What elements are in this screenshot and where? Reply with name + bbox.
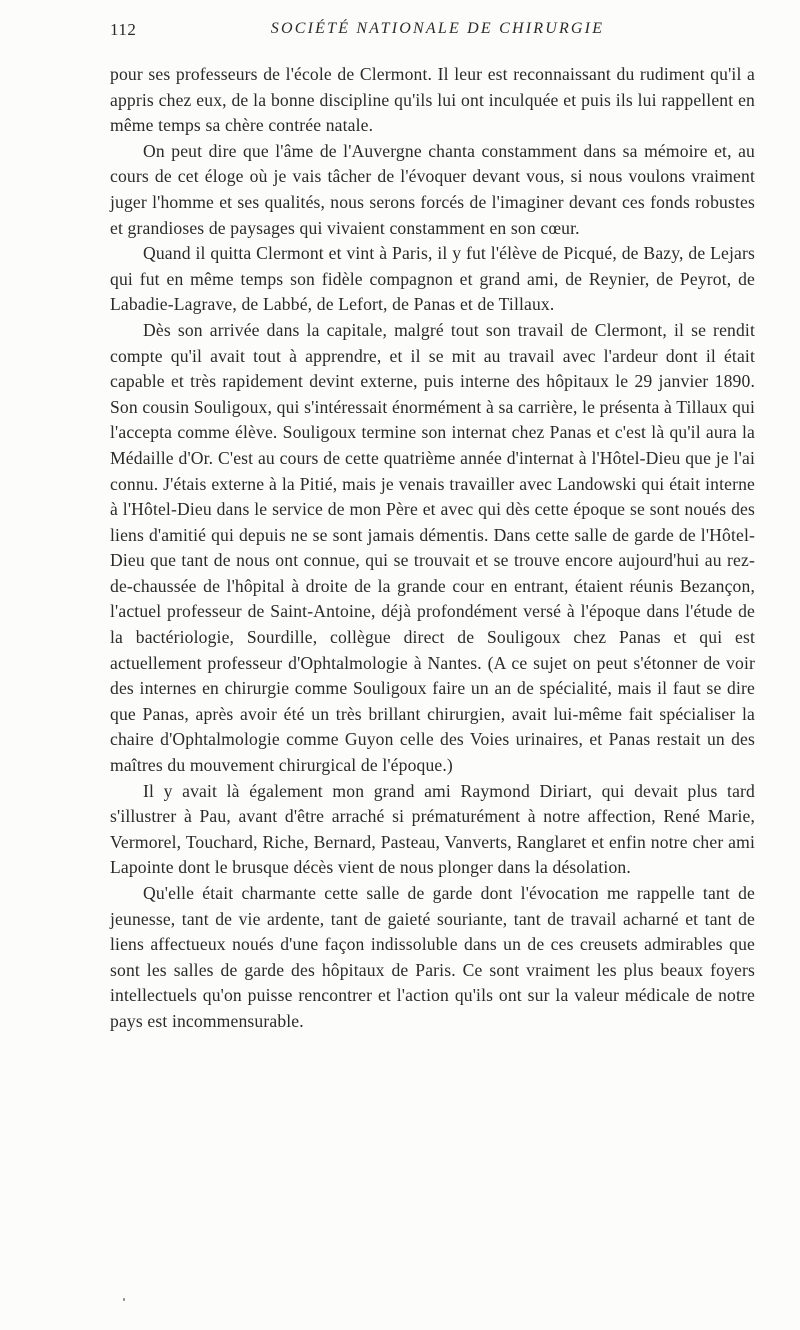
paragraph-1: pour ses professeurs de l'école de Clermont. Il leur est reconnaissant du rudiment qu'il a appris chez eux, de la bonne discipline qu'ils lui ont inculquée et puis ils lui rappellent en même temps sa chère contrée natale. <box>110 64 755 136</box>
running-head-title: SOCIÉTÉ NATIONALE DE CHIRURGIE <box>270 20 605 37</box>
paragraph-5: Il y avait là également mon grand ami Raymond Diriart, qui devait plus tard s'illustrer à Pau, avant d'être arraché si prématurément à notre affection, René Marie, Vermorel, Touchard, Riche, Bernard, Pasteau, Vanverts, Ranglaret et enfin notre cher ami Lapointe dont le brusque décès vient de nous plonger dans la désolation. <box>110 780 755 878</box>
paragraph-2: On peut dire que l'âme de l'Auvergne chanta constamment dans sa mémoire et, au cours de cet éloge où je vais tâcher de l'évoquer devant vous, si nous voulons vraiment juger l'homme et ses qualités, nous serons forcés de l'imaginer devant ces fonds robustes et grandioses de paysages qui vivaient constamment en son cœur. <box>110 140 755 238</box>
body-text <box>110 62 755 1035</box>
running-head <box>110 20 765 46</box>
paragraph-4: Dès son arrivée dans la capitale, malgré tout son travail de Clermont, il se rendit compte qu'il avait tout à apprendre, et il se mit au travail avec l'ardeur dont il était capable et très rapidement devint externe, puis interne des hôpitaux le 29 janvier 1890. Son cousin Souligoux, qui s'intéressait énormément à sa carrière, le présenta à Tillaux qui l'accepta comme élève. Souligoux termine son internat chez Panas et c'est là qu'il aura la Médaille d'Or. C'est au cours de cette quatrième année d'internat à l'Hôtel-Dieu que je l'ai connu. J'étais externe à la Pitié, mais je venais travailler avec Landowski qui était interne à l'Hôtel-Dieu dans le service de mon Père et avec qui dès cette époque se sont noués des liens d'amitié qui depuis ne se sont jamais démentis. Dans cette salle de garde de l'Hôtel-Dieu que tant de nous ont connue, qui se trouvait et se trouve encore aujourd'hui au rez-de-chaussée de l'hôpital à droite de la grande cour en entrant, étaient réunis Bezançon, l'actuel professeur de Saint-Antoine, déjà profondément versé à l'époque dans l'étude de la bactériologie, Sourdille, collègue direct de Souligoux chez Panas et qui est actuellement professeur d'Ophtalmologie à Nantes. (A ce sujet on peut s'étonner de voir des internes en chirurgie comme Souligoux faire un an de spécialité, mais il faut se dire que Panas, après avoir été un très brillant chirurgien, avait lui-même fait spécialiser la chaire d'Ophtalmologie comme Guyon celle des Voies urinaires, et Panas restait un des maîtres du mouvement chirurgical de l'époque.) <box>110 319 755 776</box>
page-number: 112 <box>110 20 137 39</box>
paragraph-3: Quand il quitta Clermont et vint à Paris, il y fut l'élève de Picqué, de Bazy, de Lejars qui fut en même temps son fidèle compagnon et grand ami, de Reynier, de Peyrot, de Labadie-Lagrave, de Labbé, de Lefort, de Panas et de Tillaux. <box>110 243 755 315</box>
paragraph-6: Qu'elle était charmante cette salle de garde dont l'évocation me rappelle tant de jeunesse, tant de vie ardente, tant de gaieté souriante, tant de travail acharné et tant de liens affectueux noués d'une façon indissoluble dans un de ces creusets admirables que sont les salles de garde des hôpitaux de Paris. Ce sont vraiment les plus beaux foyers intellectuels qu'on puisse rencontrer et l'action qu'ils ont sur la valeur médicale de notre pays est incommensurable. <box>110 883 755 1031</box>
print-speck <box>123 1298 125 1301</box>
